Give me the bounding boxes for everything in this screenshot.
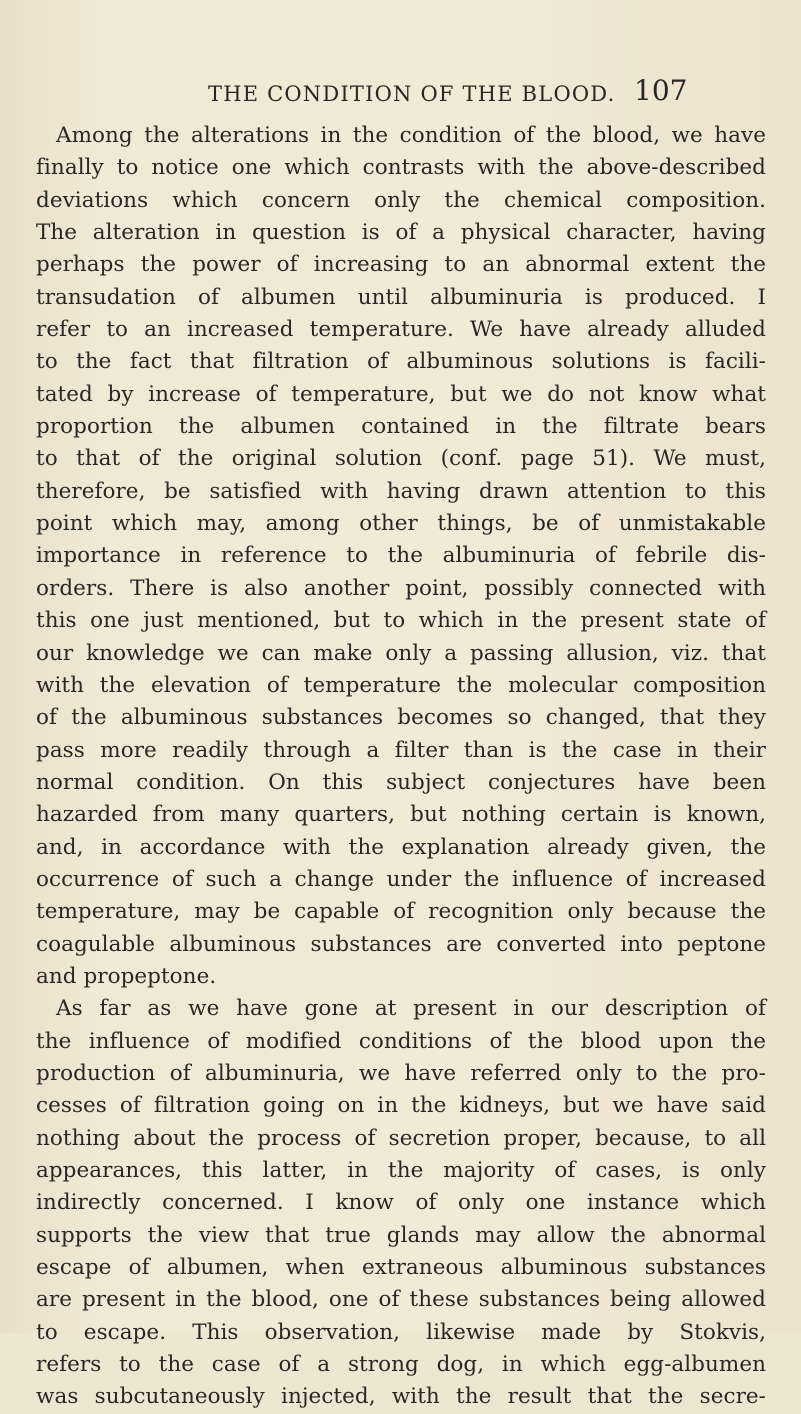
text-line: the influence of modified conditions of the blood upon the <box>36 1028 766 1054</box>
text-line: The alteration in question is of a physical character, having <box>36 220 766 246</box>
text-line: transudation of albumen until albuminuria is produced. I <box>36 284 766 310</box>
text-line: importance in reference to the albuminuria of febrile dis- <box>36 543 766 569</box>
text-line: supports the view that true glands may allow the abnormal <box>36 1222 766 1248</box>
text-line: point which may, among other things, be of unmistakable <box>36 511 766 537</box>
text-line: and, in accordance with the explanation already given, the <box>36 834 766 860</box>
text-line: occurrence of such a change under the influence of increased <box>36 866 766 892</box>
text-line: cesses of filtration going on in the kidneys, but we have said <box>36 1093 766 1119</box>
text-line: was subcutaneously injected, with the result that the secre- <box>36 1384 766 1410</box>
text-line: production of albuminuria, we have referred only to the pro- <box>36 1060 766 1086</box>
text-line: our knowledge we can make only a passing allusion, viz. that <box>36 640 766 666</box>
text-line: to escape. This observation, likewise made by Stokvis, <box>36 1319 766 1345</box>
running-head <box>0 74 801 114</box>
text-line: Among the alterations in the condition of the blood, we have <box>56 123 766 148</box>
text-line: hazarded from many quarters, but nothing certain is known, <box>36 802 766 828</box>
text-line: nothing about the process of secretion proper, because, to all <box>36 1125 766 1151</box>
text-line: to the fact that filtration of albuminous solutions is facili- <box>36 349 766 375</box>
text-line: with the elevation of temperature the molecular composition <box>36 672 766 698</box>
text-line: escape of albumen, when extraneous albuminous substances <box>36 1255 766 1281</box>
text-line: this one just mentioned, but to which in the present state of <box>36 608 766 634</box>
text-line: appearances, this latter, in the majority of cases, is only <box>36 1158 766 1183</box>
text-line: temperature, may be capable of recognition only because the <box>36 899 766 925</box>
text-line: normal condition. On this subject conjectures have been <box>36 769 766 795</box>
text-line: pass more readily through a filter than is the case in their <box>36 737 766 763</box>
text-line: therefore, be satisfied with having drawn attention to this <box>36 478 766 504</box>
body-text <box>36 120 766 1414</box>
text-line: proportion the albumen contained in the filtrate bears <box>36 414 766 440</box>
text-line: refers to the case of a strong dog, in which egg-albumen <box>36 1352 766 1378</box>
text-line: perhaps the power of increasing to an abnormal extent the <box>36 252 766 278</box>
text-line: deviations which concern only the chemical composition. <box>36 187 766 213</box>
text-line: As far as we have gone at present in our description of <box>56 996 766 1022</box>
text-line: coagulable albuminous substances are converted into peptone <box>36 931 766 957</box>
text-line: and propeptone. <box>36 963 217 989</box>
running-title: THE CONDITION OF THE BLOOD. <box>208 82 616 106</box>
text-line: indirectly concerned. I know of only one instance which <box>36 1190 766 1216</box>
text-line: orders. There is also another point, possibly connected with <box>36 575 766 601</box>
text-line: refer to an increased temperature. We have already alluded <box>36 317 766 343</box>
text-line: finally to notice one which contrasts with the above-described <box>36 155 766 181</box>
page-number: 107 <box>634 74 688 107</box>
text-line: to that of the original solution (conf. page 51). We must, <box>36 446 766 472</box>
text-line: tated by increase of temperature, but we do not know what <box>36 381 766 407</box>
text-line: of the albuminous substances becomes so changed, that they <box>36 705 766 731</box>
text-line: are present in the blood, one of these substances being allowed <box>36 1287 766 1313</box>
